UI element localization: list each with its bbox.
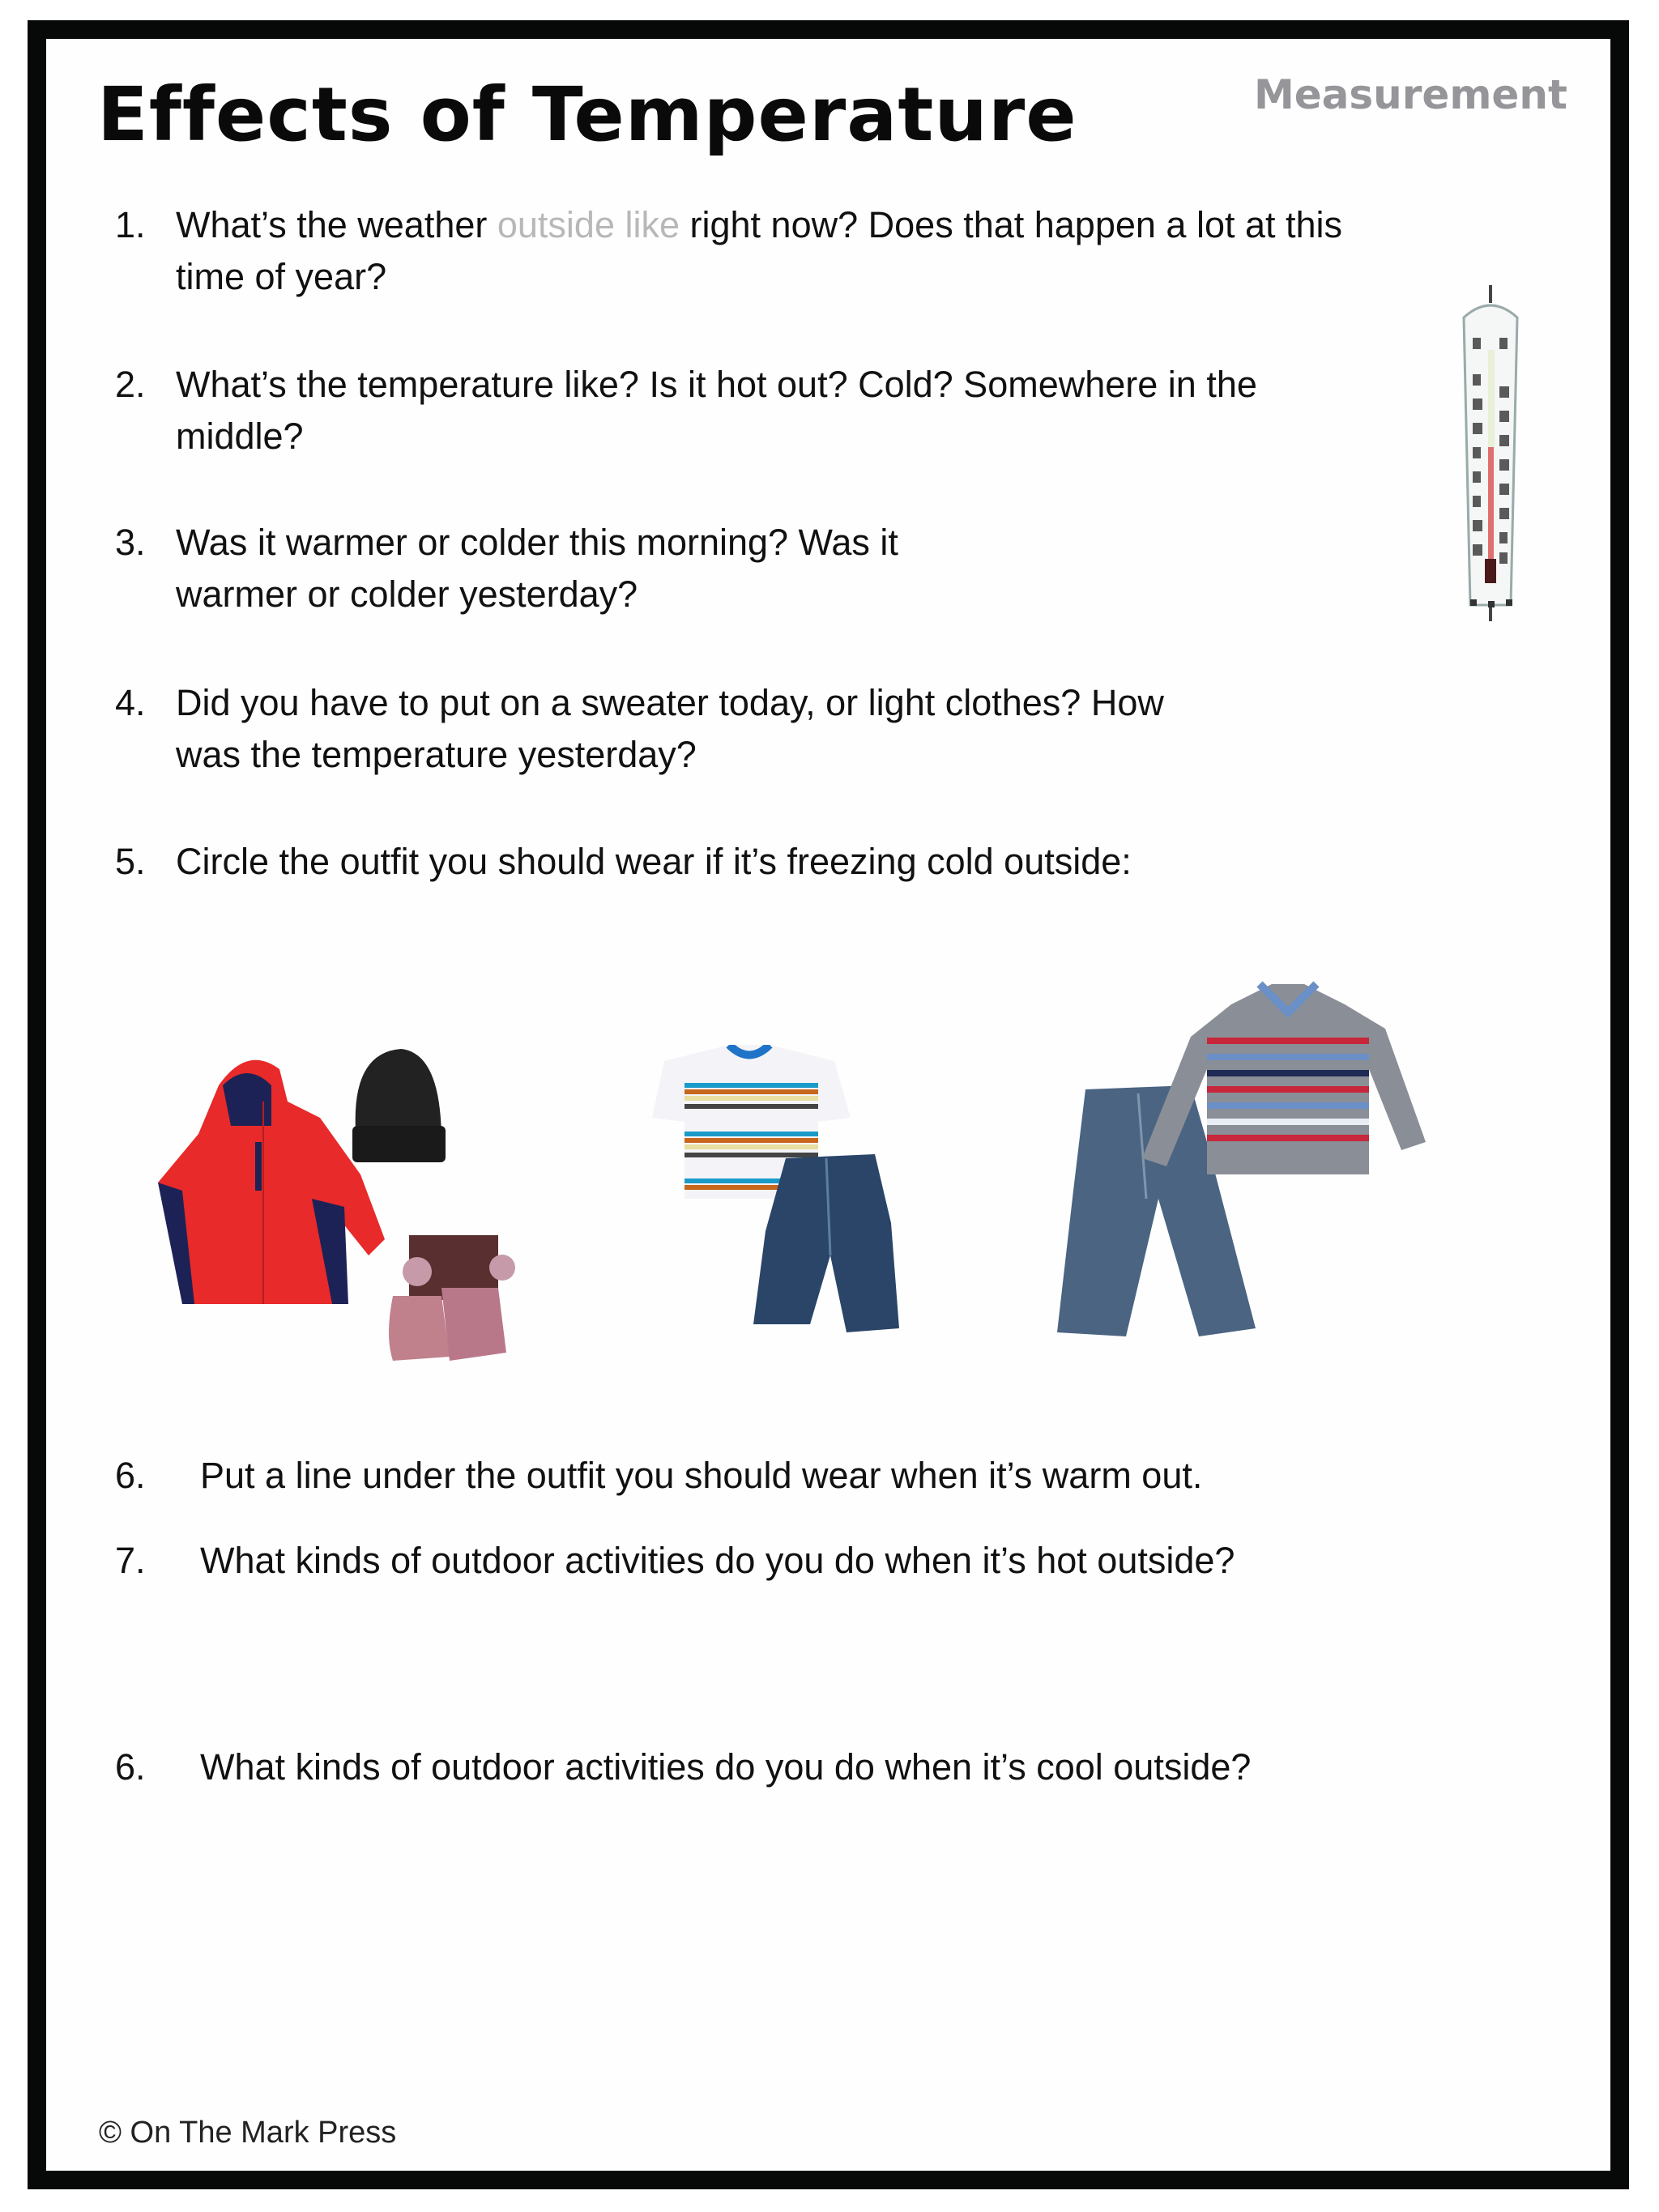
question-8 <box>115 1741 1411 1793</box>
question-4 <box>115 677 1330 782</box>
winter-boots-icon <box>389 1235 515 1361</box>
question-7 <box>115 1535 1411 1587</box>
summer-outfit[interactable] <box>648 1045 940 1353</box>
question-text: What kinds of outdoor activities do you do when it’s cool outside? <box>200 1746 1252 1788</box>
question-text-cont: time of year? <box>176 256 387 297</box>
question-3 <box>115 517 1249 622</box>
question-text: Was it warmer or colder this morning? Was it <box>176 522 898 563</box>
subject-label: Measurement <box>1254 71 1567 118</box>
page-title: Effects of Temperature <box>97 71 1077 158</box>
copyright-footer: © On The Mark Press <box>99 2116 397 2150</box>
question-text-cont: was the temperature yesterday? <box>176 734 697 775</box>
question-number: 6. <box>115 1746 146 1788</box>
question-text: What kinds of outdoor activities do you do when it’s hot outside? <box>200 1540 1235 1581</box>
thermometer-icon <box>1446 285 1543 625</box>
winter-outfit[interactable] <box>150 1037 547 1369</box>
question-2 <box>115 359 1452 464</box>
question-number: 1. <box>115 204 146 245</box>
question-number: 4. <box>115 682 146 723</box>
fall-outfit[interactable] <box>1045 980 1466 1361</box>
question-6 <box>115 1450 1411 1502</box>
question-text: What’s the weather outside like right now? Does that happen a lot at this <box>176 204 1343 245</box>
question-5 <box>115 836 1330 888</box>
question-text: Circle the outfit you should wear if it’s freezing cold outside: <box>176 841 1132 882</box>
question-text: Put a line under the outfit you should wear when it’s warm out. <box>200 1455 1203 1496</box>
question-1 <box>115 199 1492 305</box>
knit-hat-icon <box>352 1049 446 1162</box>
question-text-cont: middle? <box>176 416 304 457</box>
question-text-cont: warmer or colder yesterday? <box>176 573 638 615</box>
question-text: What’s the temperature like? Is it hot out? Cold? Somewhere in the <box>176 364 1257 405</box>
question-number: 5. <box>115 841 146 882</box>
winter-jacket-icon <box>158 1060 385 1304</box>
question-number: 6. <box>115 1455 146 1496</box>
question-number: 7. <box>115 1540 146 1581</box>
question-text: Did you have to put on a sweater today, or light clothes? How <box>176 682 1164 723</box>
question-number: 2. <box>115 364 146 405</box>
question-number: 3. <box>115 522 146 563</box>
